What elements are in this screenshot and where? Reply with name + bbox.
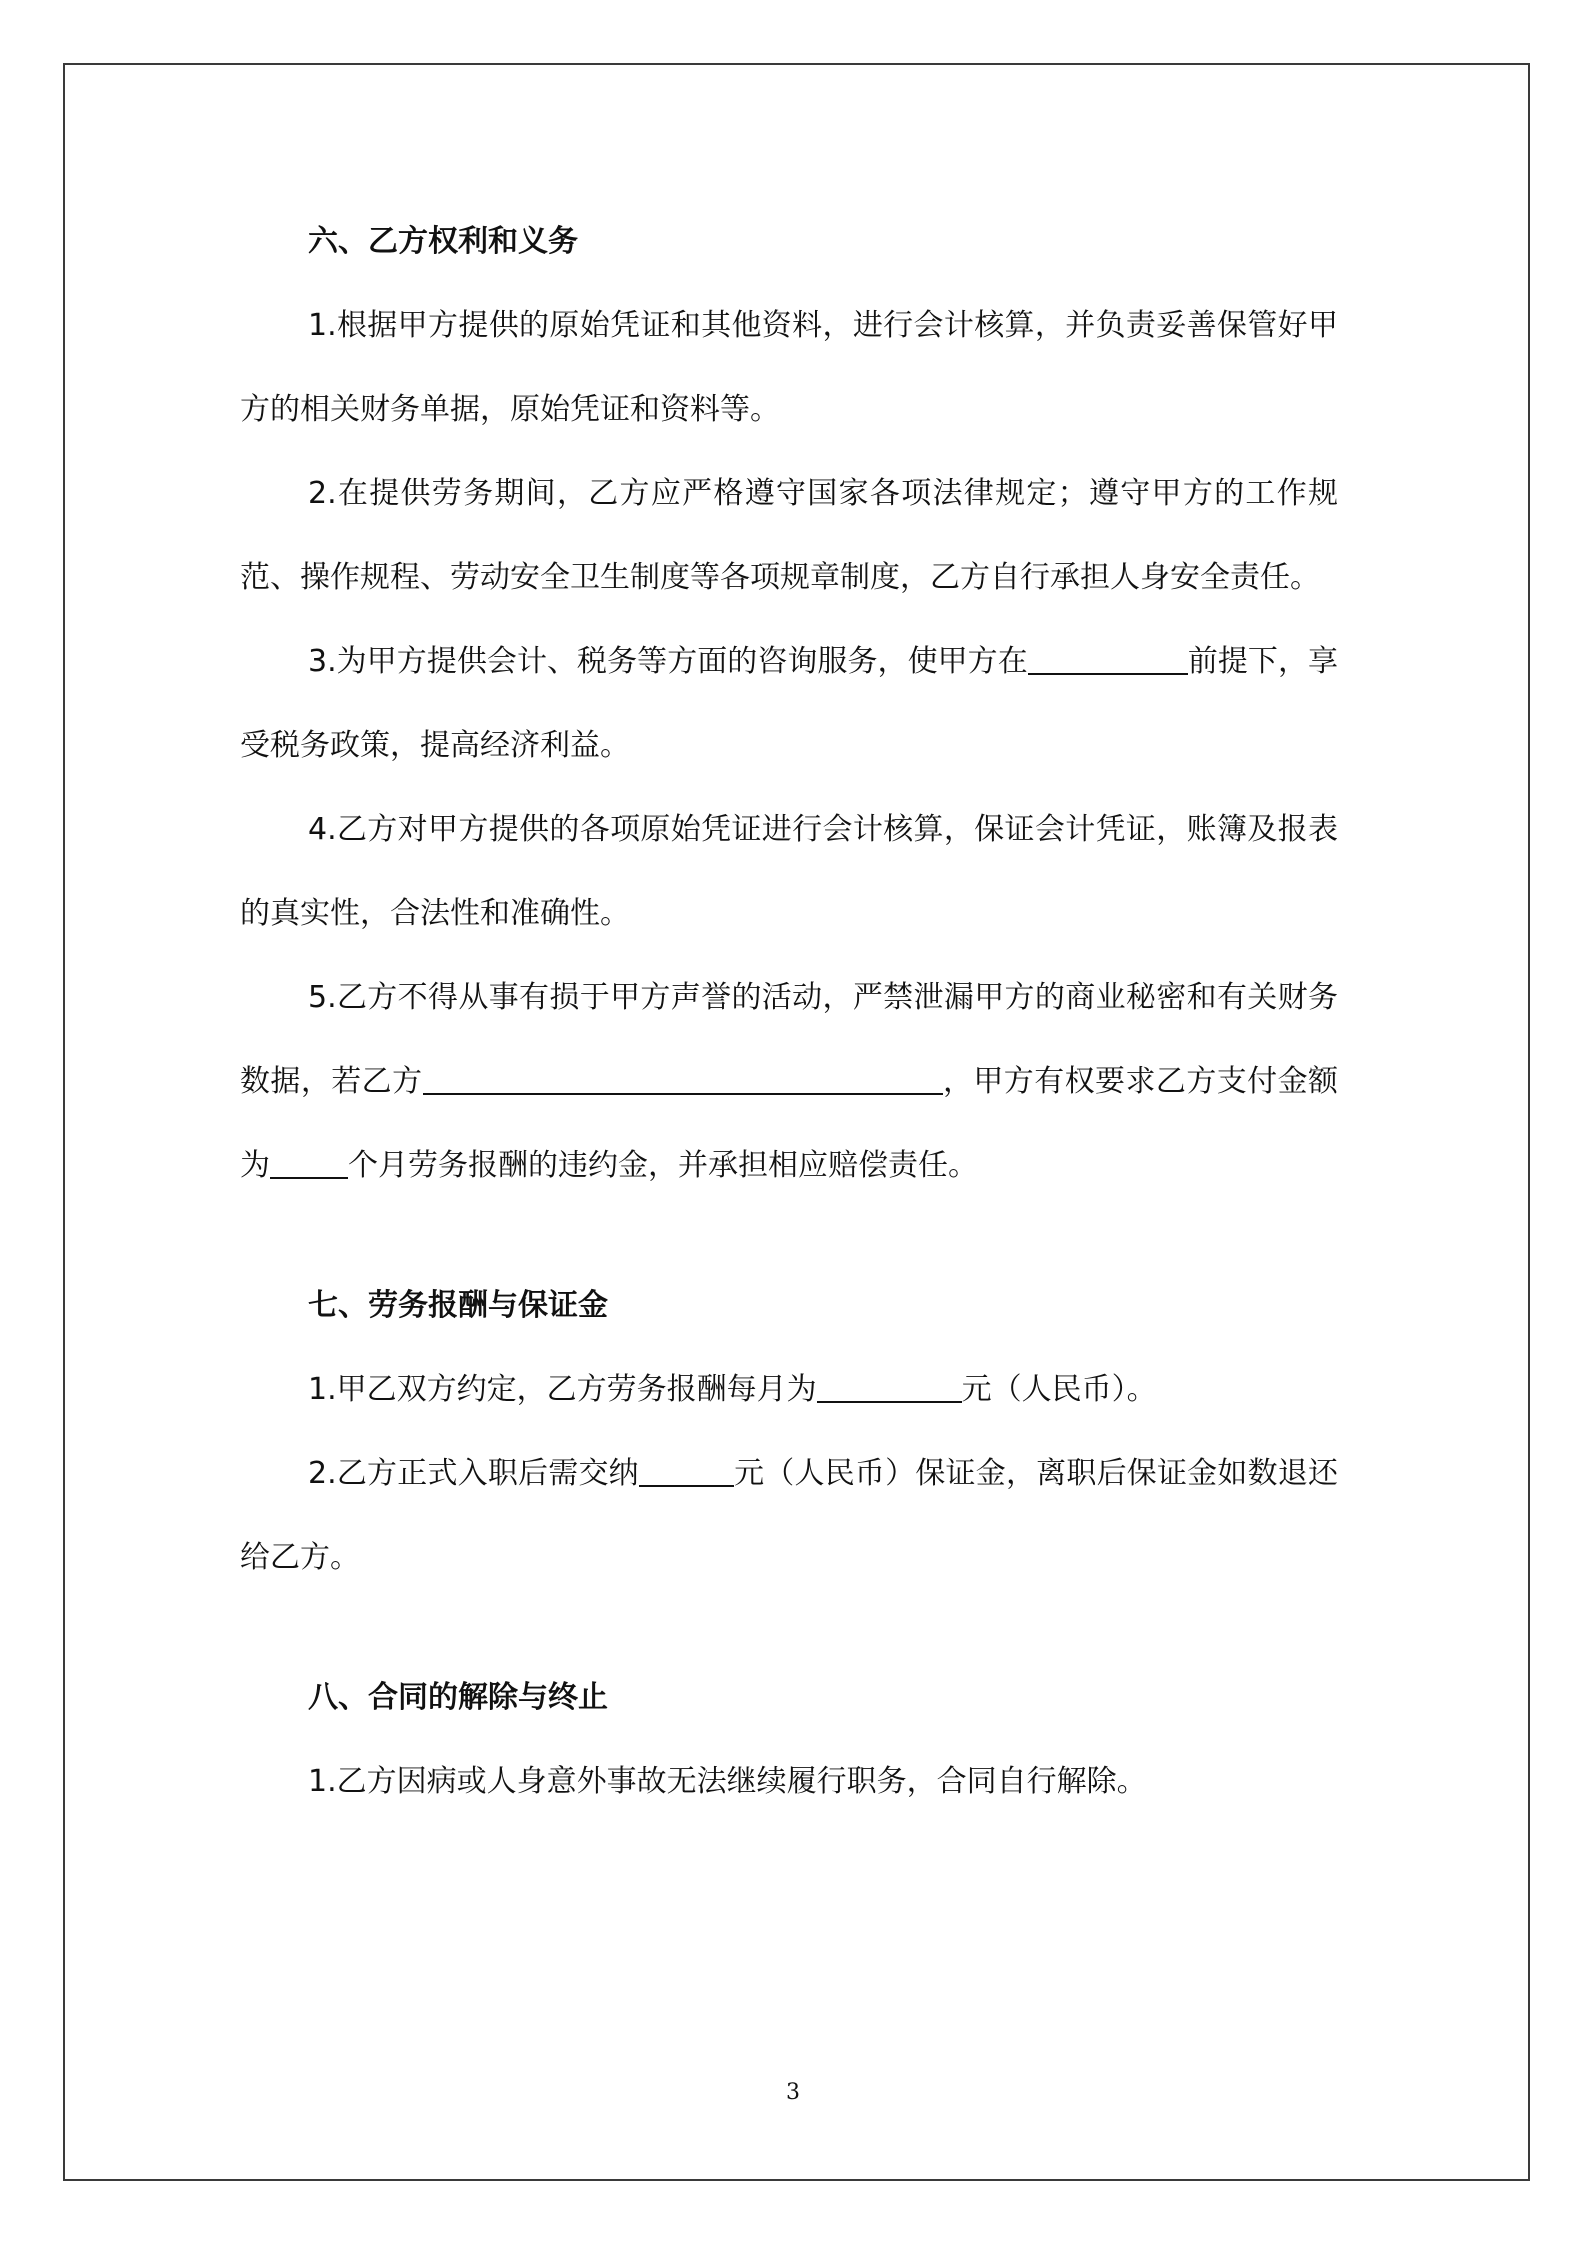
section-7-item-2 xyxy=(240,1432,1338,1600)
section-7-item-2-text-a: 2.乙方正式入职后需交纳 xyxy=(308,1456,639,1491)
section-8-heading: 八、合同的解除与终止 xyxy=(308,1680,608,1715)
fill-in-blank xyxy=(423,1063,943,1095)
document-body xyxy=(240,200,1338,1824)
section-6-item-5-text-c: 个月劳务报酬的违约金，并承担相应赔偿责任。 xyxy=(348,1148,978,1183)
section-6-item-3 xyxy=(240,620,1338,788)
section-6-item-3-text-a: 3.为甲方提供会计、税务等方面的咨询服务，使甲方在 xyxy=(308,644,1028,679)
fill-in-blank xyxy=(817,1371,962,1403)
section-6-item-5-text-b: ，甲方有权要求乙方支付金额为 xyxy=(240,1064,1339,1183)
section-6-item-2: 2.在提供劳务期间，乙方应严格遵守国家各项法律规定；遵守甲方的工作规范、操作规程、劳动安全卫生制度等各项规章制度，乙方自行承担人身安全责任。 xyxy=(240,476,1338,595)
section-6-item-5-text-a: 5.乙方不得从事有损于甲方声誉的活动，严禁泄漏甲方的商业秘密和有关财务数据，若乙方 xyxy=(240,980,1338,1099)
section-7-heading: 七、劳务报酬与保证金 xyxy=(308,1288,608,1323)
section-gap xyxy=(240,1208,1338,1264)
fill-in-blank xyxy=(639,1455,734,1487)
section-7-item-2-text-b: 元（人民币）保证金，离职后保证金如数退还给乙方。 xyxy=(240,1456,1339,1575)
section-6-item-5 xyxy=(240,956,1338,1208)
section-7-item-1-text-b: 元（人民币）。 xyxy=(961,1372,1157,1407)
fill-in-blank xyxy=(270,1147,348,1179)
page-number: 3 xyxy=(786,2080,800,2105)
section-6-item-3-text-b: 前提下，享受税务政策，提高经济利益。 xyxy=(240,644,1339,763)
section-6-item-1: 1.根据甲方提供的原始凭证和其他资料，进行会计核算，并负责妥善保管好甲方的相关财务单据，原始凭证和资料等。 xyxy=(240,308,1338,427)
section-7-item-1-text-a: 1.甲乙双方约定，乙方劳务报酬每月为 xyxy=(308,1372,817,1407)
fill-in-blank xyxy=(1028,643,1188,675)
section-6-item-4: 4.乙方对甲方提供的各项原始凭证进行会计核算，保证会计凭证，账簿及报表的真实性，合法性和准确性。 xyxy=(240,812,1338,931)
section-6-heading: 六、乙方权利和义务 xyxy=(308,224,578,259)
section-8-item-1: 1.乙方因病或人身意外事故无法继续履行职务，合同自行解除。 xyxy=(308,1764,1147,1799)
section-gap xyxy=(240,1600,1338,1656)
section-7-item-1 xyxy=(240,1348,1338,1432)
